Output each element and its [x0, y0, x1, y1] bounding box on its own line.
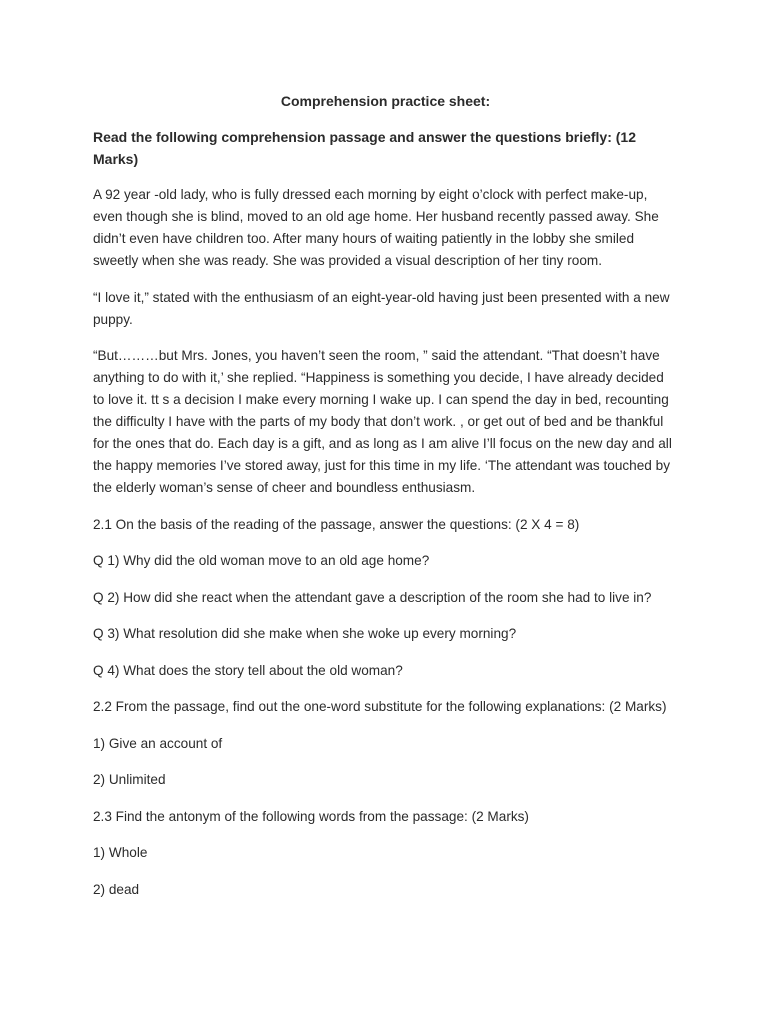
question-4: Q 4) What does the story tell about the old woman?: [93, 662, 403, 678]
substitute-item-2: 2) Unlimited: [93, 772, 166, 787]
section-2-1-heading: 2.1 On the basis of the reading of the passage, answer the questions: (2 X 4 = 8): [93, 516, 580, 532]
section-2-2-heading: 2.2 From the passage, find out the one-word substitute for the following explanations: (2 Marks): [93, 699, 667, 714]
section-2-3-heading: 2.3 Find the antonym of the following words from the passage: (2 Marks): [93, 808, 529, 824]
page-title: Comprehension practice sheet:: [280, 93, 491, 109]
question-3: Q 3) What resolution did she make when she woke up every morning?: [93, 626, 517, 641]
antonym-item-2: 2) dead: [93, 881, 140, 897]
instruction-heading: Read the following comprehension passage and answer the questions briefly: (12 Marks): [93, 129, 636, 167]
document-page: [93, 90, 678, 915]
substitute-item-1: 1) Give an account of: [93, 735, 223, 751]
antonym-item-1: 1) Whole: [93, 845, 148, 860]
passage-paragraph-2: “I love it,” stated with the enthusiasm of an eight-year-old having just been presented with a new puppy.: [93, 289, 670, 327]
question-2: Q 2) How did she react when the attendant gave a description of the room she had to live in?: [93, 589, 652, 605]
question-1: Q 1) Why did the old woman move to an old age home?: [93, 553, 430, 568]
passage-paragraph-1: A 92 year -old lady, who is fully dressed each morning by eight o’clock with perfect make-up, even though she is blind, moved to an old age home. Her husband recently passed away. She didn’t even have children too. After many hours of waiting patiently in the lobby she smiled sweetly when she was ready. She was provided a visual description of her tiny room.: [93, 187, 659, 268]
passage-paragraph-3: “But………but Mrs. Jones, you haven’t seen the room, ” said the attendant. “That doesn’t have anything to do with it,’ she replied. “Happiness is something you decide, I have already decided to love it. tt s a decision I make every morning I wake up. I can spend the day in bed, recounting the difficulty I have with the parts of my body that don’t work. , or get out of bed and be thankful for the ones that do. Each day is a gift, and as long as I am alive I’ll focus on the new day and all the happy memories I’ve stored away, just for this time in my life. ‘The attendant was touched by the elderly woman’s sense of cheer and boundless enthusiasm.: [93, 348, 672, 495]
